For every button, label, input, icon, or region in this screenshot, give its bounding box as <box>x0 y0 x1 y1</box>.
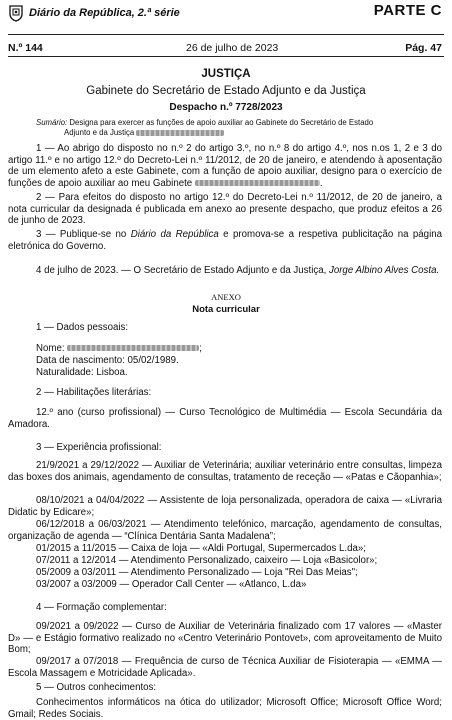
section-3: 3 — Experiência profissional: <box>36 442 162 453</box>
issue-number: N.º 144 <box>8 42 43 54</box>
section-4: 4 — Formação complementar: <box>36 602 167 613</box>
coat-of-arms-icon <box>8 4 24 22</box>
section-5: 5 — Outros conhecimentos: <box>36 682 157 693</box>
header-rule-bottom <box>8 56 444 57</box>
experience-6: 05/2009 a 03/2011 — Atendimento Personalizado — Loja "Rei Das Meias"; <box>36 567 358 578</box>
summary-label: Sumário: <box>36 118 68 127</box>
summary-line-2: Adjunto e da Justiça <box>64 128 224 137</box>
section-1: 1 — Dados pessoais: <box>36 322 129 333</box>
paragraph-1: 1 — Ao abrigo do disposto no n.º 2 do artigo 3.º, no n.º 8 do artigo 4.º, nos n.os 1, 2 e 3 do artigo 11.º e no artigo 12.º do Decreto-Lei n.º 11/2012, de 20 de janeiro, e atendendo à aposentação de um elemento afeto a este Gabinete, com a função de apoio auxiliar, designo para o exercício de funções de apoio auxiliar ao meu Gabinete . <box>8 143 442 189</box>
paragraph-3: 3 — Publique-se no Diário da República e promova-se a respetiva publicitação na página eletrónica do Governo. <box>8 229 442 252</box>
paragraph-2: 2 — Para efeitos do disposto no artigo 12.º do Decreto-Lei n.º 11/2012, de 20 de janeiro, a nota curricular da designada é publicada em anexo ao presente despacho, que produz efeitos a 26 de junho de 2023. <box>8 192 442 227</box>
experience-1: 21/9/2021 a 29/12/2022 — Auxiliar de Veterinária; auxiliar veterinário entre consultas, limpeza das boxes dos animais, agendamento de consultas, tratamento de receção — «Patas e Cãopanhia»; <box>8 460 442 483</box>
redacted-name <box>67 345 199 351</box>
order-number: Despacho n.º 7728/2023 <box>169 102 283 113</box>
education: 12.º ano (curso profissional) — Curso Tecnológico de Multimédia — Escola Secundária da Amadora. <box>8 407 442 430</box>
issue-date: 26 de julho de 2023 <box>186 42 279 54</box>
section-2: 2 — Habilitações literárias: <box>36 387 152 398</box>
other-knowledge: Conhecimentos informáticos na ótica do utilizador; Microsoft Office; Microsoft Office Word; Gmail; Redes Sociais. <box>8 697 442 720</box>
name-line: Nome: ; <box>36 343 202 354</box>
page-number: Pág. 47 <box>405 42 442 54</box>
experience-5: 07/2011 a 12/2014 — Atendimento Personalizado, caixeiro — Loja «Basicolor»; <box>36 555 378 566</box>
redacted-name <box>195 180 320 186</box>
experience-2: 08/10/2021 a 04/04/2022 — Assistente de loja personalizada, operadora de caixa — «Livraria Didatic by Edicare»; <box>8 495 442 518</box>
cabinet-title: Gabinete do Secretário de Estado Adjunto e da Justiça <box>86 85 366 97</box>
journal-title: Diário da República, 2.ª série <box>29 7 180 19</box>
nationality-line: Naturalidade: Lisboa. <box>36 367 128 378</box>
signature-line: 4 de julho de 2023. — O Secretário de Estado Adjunto e da Justiça, Jorge Albino Alves Costa. <box>36 265 440 276</box>
summary-line-1: Sumário: Designa para exercer as funções de apoio auxiliar ao Gabinete do Secretário de Estado <box>36 118 374 127</box>
part-label: PARTE C <box>373 2 442 19</box>
experience-7: 03/2007 a 03/2009 — Operador Call Center — «Atlanco, L.da» <box>36 579 307 590</box>
annex-title: Nota curricular <box>192 304 260 315</box>
birth-line: Data de nascimento: 05/02/1989. <box>36 355 179 366</box>
experience-3: 06/12/2018 a 06/03/2021 — Atendimento telefónico, marcação, agendamento de consultas, organização de agenda — “Clínica Dentária Santa Madalena”; <box>8 519 442 542</box>
annex-label: ANEXO <box>211 292 241 302</box>
header-rule-top <box>8 34 444 35</box>
redacted-name <box>136 130 224 136</box>
experience-4: 01/2015 a 11/2015 — Caixa de loja — «Aldi Portugal, Supermercados L.da»; <box>36 543 366 554</box>
journal-header <box>8 4 180 22</box>
training-2: 09/2017 a 07/2018 — Frequência de curso de Técnica Auxiliar de Fisioterapia — «EMMA — Escola Massagem e Motricidade Aplicada». <box>8 656 442 679</box>
training-1: 09/2021 a 09/2022 — Curso de Auxiliar de Veterinária finalizado com 17 valores — «Master D» — e Estágio formativo realizado no «Centro Veterinário Pontovet», com aproveitamento de Muito Bom; <box>8 621 442 656</box>
ministry-title: JUSTIÇA <box>201 68 251 80</box>
